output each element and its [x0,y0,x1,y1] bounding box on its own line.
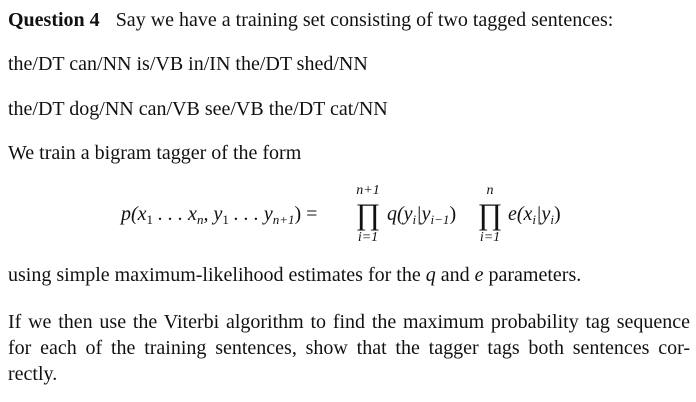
question-intro: Say we have a training set consisting of two tagged sentences: [115,9,614,31]
product2-symbol: ∏ [477,198,503,231]
bigram-formula [0,180,696,246]
product2-lower-limit: i=1 [479,230,501,245]
product1-upper-limit: n+1 [356,183,380,198]
question-label: Question 4 [8,9,100,31]
formula-q-term: $q(y_i|y_{i-1})$ [387,203,457,227]
viterbi-line-2: for each of the training sentences, show that the tagger tags both sentences cor- [8,337,690,359]
product2-upper-limit: n [486,183,494,198]
product1-lower-limit: i=1 [357,230,379,245]
tagged-sentence-1: the/DT can/NN is/VB in/IN the/DT shed/NN [8,53,368,75]
viterbi-line-3: rectly. [8,363,58,385]
train-text: We train a bigram tagger of the form [8,142,302,164]
formula-e-term: $e(x_i|y_i)$ [508,203,561,227]
formula-lhs: $p(x_1$ . . . $x_n$, $y_1$ . . . $y_{n+1}$) = [121,203,318,227]
tagged-sentence-2: the/DT dog/NN can/VB see/VB the/DT cat/NN [8,98,388,120]
estimates-text: using simple maximum-likelihood estimates for the q and e parameters. [8,264,582,286]
viterbi-paragraph [8,309,690,387]
viterbi-line-1: If we then use the Viterbi algorithm to find the maximum probability tag sequence [8,311,690,333]
question-heading [8,8,613,32]
product1-symbol: ∏ [355,198,381,231]
